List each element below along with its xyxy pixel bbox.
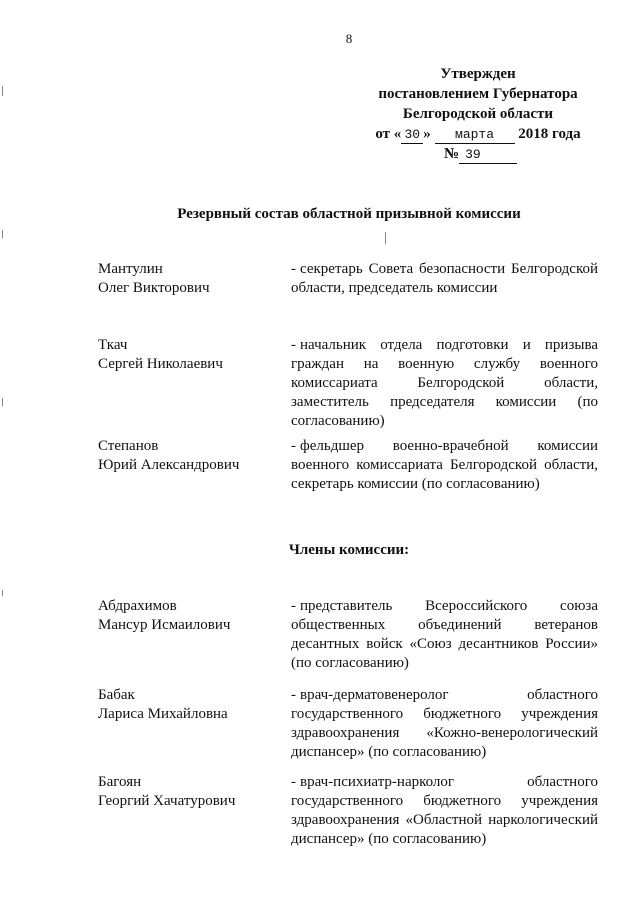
page-number: 8 xyxy=(345,31,353,46)
role-text: секретарь Совета безопасности Белгородской области, председатель комиссии xyxy=(291,261,598,296)
role-text: врач-дерматовенеролог областного государственного бюджетного учреждения здравоохранения «Кожно-венерологический диспансер» (по согласованию) xyxy=(291,687,598,760)
members-heading: Члены комиссии: xyxy=(288,542,410,558)
person-given-names: Сергей Николаевич xyxy=(98,356,223,372)
date-year: 2018 года xyxy=(518,126,581,142)
person-name xyxy=(98,336,278,374)
person-name xyxy=(98,773,278,811)
person-role xyxy=(291,260,598,298)
approval-date xyxy=(352,124,604,144)
person-surname: Мантулин xyxy=(98,261,163,277)
date-day: 30 xyxy=(401,127,423,144)
dash: - xyxy=(291,598,296,614)
date-prefix: от « xyxy=(375,126,402,142)
role-text: начальник отдела подготовки и призыва граждан на военную службу военного комиссариата Белгородской области, заместитель председателя комиссии (по согласованию) xyxy=(291,337,598,429)
person-name xyxy=(98,437,278,475)
role-text: представитель Всероссийского союза общественных объединений ветеранов десантных войск «Союз десантников России» (по согласованию) xyxy=(291,598,598,671)
approval-line-1: Утвержден xyxy=(440,66,516,82)
dash: - xyxy=(291,261,296,277)
dash: - xyxy=(291,337,296,353)
scan-speck xyxy=(2,86,3,96)
person-given-names: Мансур Исмаилович xyxy=(98,617,231,633)
person-surname: Ткач xyxy=(98,337,128,353)
role-text: врач-психиатр-нарколог областного государственного бюджетного учреждения здравоохранения «Областной наркологический диспансер» (по согласованию) xyxy=(291,774,598,847)
person-surname: Степанов xyxy=(98,438,159,454)
person-given-names: Георгий Хачатурович xyxy=(98,793,236,809)
person-given-names: Олег Викторович xyxy=(98,280,210,296)
person-role xyxy=(291,773,598,849)
number-label: № xyxy=(444,146,460,162)
approval-stamp xyxy=(352,64,604,164)
person-role xyxy=(291,336,598,431)
approval-number xyxy=(352,144,604,164)
person-surname: Багоян xyxy=(98,774,142,790)
dash: - xyxy=(291,438,296,454)
person-role xyxy=(291,597,598,673)
approval-line-3: Белгородской области xyxy=(402,106,554,122)
person-given-names: Лариса Михайловна xyxy=(98,706,228,722)
person-role xyxy=(291,437,598,494)
person-role xyxy=(291,686,598,762)
scan-speck xyxy=(2,398,3,406)
scan-speck xyxy=(385,232,386,244)
dash: - xyxy=(291,687,296,703)
reserve-heading: Резервный состав областной призывной комиссии xyxy=(177,206,521,222)
dash: - xyxy=(291,774,296,790)
person-name xyxy=(98,597,278,635)
person-name xyxy=(98,260,278,298)
scan-speck xyxy=(2,590,3,596)
scan-speck xyxy=(2,230,3,238)
number-value: 39 xyxy=(459,147,517,164)
person-surname: Бабак xyxy=(98,687,135,703)
date-mid: » xyxy=(423,126,431,142)
role-text: фельдшер военно-врачебной комиссии военного комиссариата Белгородской области, секретарь комиссии (по согласованию) xyxy=(291,438,598,492)
person-name xyxy=(98,686,278,724)
person-surname: Абдрахимов xyxy=(98,598,177,614)
approval-line-2: постановлением Губернатора xyxy=(378,86,578,102)
person-given-names: Юрий Александрович xyxy=(98,457,240,473)
date-month: марта xyxy=(435,127,515,144)
